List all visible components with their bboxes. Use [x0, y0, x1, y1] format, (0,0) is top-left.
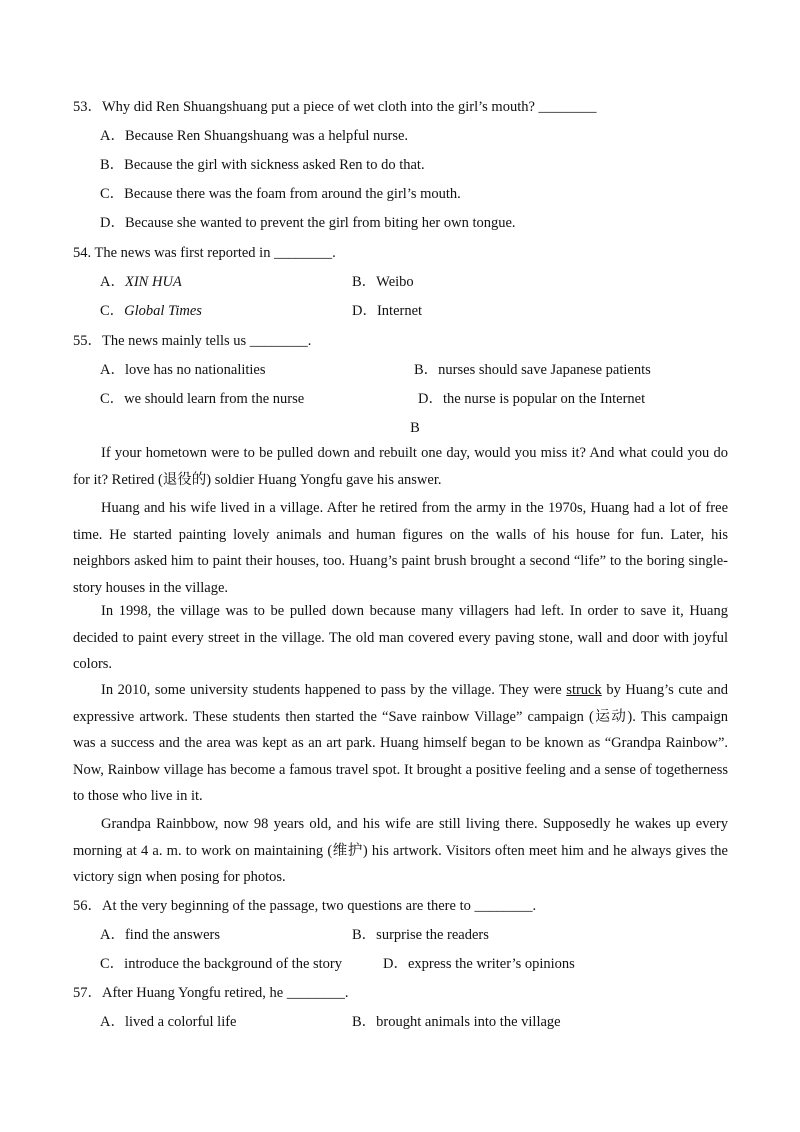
- question-57-option-b: B．brought animals into the village: [352, 1014, 561, 1030]
- question-55-option-b: B．nurses should save Japanese patients: [414, 362, 651, 378]
- passage-paragraph-4: [73, 677, 728, 810]
- paragraph-text: In 2010, some university students happened to pass by the village. They were: [101, 682, 567, 698]
- question-57-stem: 57．After Huang Yongfu retired, he ________.: [73, 985, 349, 1001]
- passage-paragraph-5: Grandpa Rainbbow, now 98 years old, and his wife are still living there. Supposedly he wakes up every morning at 4 a. m. to work on maintaining (维护) his artwork. Visitors often meet him and he always gives the victory sign when posing for photos.: [73, 816, 728, 885]
- question-53-option-b: B．Because the girl with sickness asked Ren to do that.: [100, 157, 425, 173]
- question-56-option-a: A．find the answers: [100, 927, 221, 943]
- option-text: XIN HUA: [124, 274, 182, 290]
- option-text: Global Times: [124, 303, 202, 319]
- question-55-option-d: D．the nurse is popular on the Internet: [418, 391, 646, 407]
- question-53-option-d: D．Because she wanted to prevent the girl from biting her own tongue.: [100, 215, 516, 231]
- question-53-stem: 53．Why did Ren Shuangshuang put a piece of wet cloth into the girl’s mouth? ________: [73, 99, 597, 115]
- question-57-option-a: A．lived a colorful life: [100, 1014, 237, 1030]
- question-55-option-a: A．love has no nationalities: [100, 362, 266, 378]
- question-56-option-d: D．express the writer’s opinions: [383, 956, 575, 972]
- question-54-option-b: B．Weibo: [352, 274, 414, 290]
- question-53-option-c: C．Because there was the foam from around the girl’s mouth.: [100, 186, 461, 202]
- question-56-option-c: C．introduce the background of the story: [100, 956, 343, 972]
- passage-paragraph-2: Huang and his wife lived in a village. After he retired from the army in the 1970s, Huang had a lot of free time. He started painting lovely animals and human figures on the walls of his house for fun. Later, his neighbors asked him to paint their houses, too. Huang’s paint brush brought a second “life” to the boring single-story houses in the village.: [73, 500, 728, 596]
- option-letter: C．: [100, 303, 125, 319]
- question-55-stem: 55．The news mainly tells us ________.: [73, 333, 312, 349]
- question-54-option-d: D．Internet: [352, 303, 423, 319]
- passage-paragraph-3: In 1998, the village was to be pulled down because many villagers had left. In order to save it, Huang decided to paint every street in the village. The old man covered every paving stone, wall and door with joyful colors.: [73, 603, 728, 672]
- question-54-option-c: [100, 301, 202, 321]
- underlined-word: struck: [566, 682, 602, 698]
- question-55-option-c: C．we should learn from the nurse: [100, 391, 305, 407]
- question-56-stem: 56．At the very beginning of the passage, two questions are there to ________.: [73, 898, 537, 914]
- section-label: B: [410, 420, 420, 436]
- question-56-option-b: B．surprise the readers: [352, 927, 489, 943]
- passage-paragraph-1: If your hometown were to be pulled down and rebuilt one day, would you miss it? And what could you do for it? Retired (退役的) soldier Huang Yongfu gave his answer.: [73, 445, 728, 488]
- paragraph-text: by Huang’s cute and expressive artwork. These students then started the “Save rainbow Village” campaign (运动). This campaign was a success and the area was kept as an art park. Huang himself began to be known as “Grandpa Rainbow”. Now, Rainbow village has become a famous travel spot. It brought a positive feeling and a sense of togetherness to those who live in it.: [73, 682, 729, 804]
- option-letter: A．: [100, 274, 125, 290]
- question-53-option-a: A．Because Ren Shuangshuang was a helpful nurse.: [100, 128, 409, 144]
- question-54-stem: 54. The news was first reported in ________.: [73, 245, 336, 261]
- question-54-option-a: [100, 272, 182, 292]
